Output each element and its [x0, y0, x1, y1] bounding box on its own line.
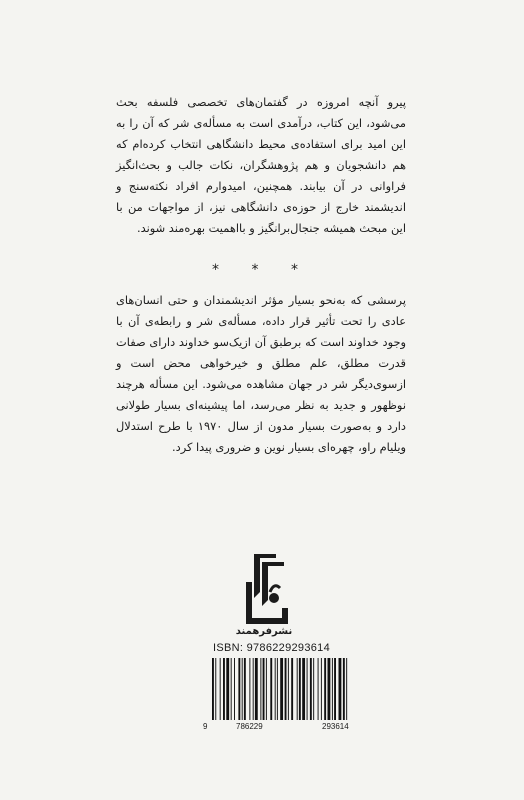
barcode-bar — [302, 658, 305, 720]
barcode — [208, 658, 404, 720]
barcode-bar — [328, 658, 331, 720]
barcode-bar — [324, 658, 326, 720]
barcode-bar — [223, 658, 225, 720]
barcode-bar — [249, 658, 250, 720]
barcode-bar — [244, 658, 246, 720]
barcode-bar — [299, 658, 301, 720]
barcode-bar — [242, 658, 243, 720]
intro-paragraph: پیرو آنچه امروزه در گفتمان‌های تخصصی فلسفه بحث می‌شود، این کتاب، درآمدی است به مسأله‌ی شر که آن را به این امید برای استفاده‌ی محیط دانشگاهی انتخاب کرده‌ام که هم دانشجویان و هم پژوهشگران، نکات جالب و بحث‌انگیز فراوانی در آن بیابند. همچنین، امیدوارم افراد نکته‌سنج و اندیشمند خارج از حوزه‌ی دانشگاهی نیز، از مواجهات من با این مبحث همیشه جنجال‌برانگیز و بااهمیت بهره‌مند شوند. — [116, 95, 406, 235]
barcode-bar — [260, 658, 261, 720]
barcode-bar — [334, 658, 336, 720]
barcode-bar — [275, 658, 276, 720]
barcode-bar — [280, 658, 283, 720]
barcode-bar — [215, 658, 216, 720]
publisher-name: نشرفرهمند — [235, 626, 293, 637]
barcode-digits-left: 786229 — [236, 722, 263, 731]
barcode-bar — [270, 658, 272, 720]
barcode-bar — [318, 658, 319, 720]
barcode-bar — [255, 658, 258, 720]
barcode-bar — [307, 658, 308, 720]
barcode-digit-prefix: 9 — [203, 722, 208, 731]
barcode-bar — [253, 658, 254, 720]
barcode-bar — [277, 658, 278, 720]
barcode-bar — [212, 658, 214, 720]
barcode-bar — [288, 658, 289, 720]
barcode-bar — [238, 658, 240, 720]
barcode-bar — [343, 658, 345, 720]
barcode-bar — [339, 658, 342, 720]
barcode-bar — [266, 658, 267, 720]
barcode-bar — [263, 658, 265, 720]
barcode-bar — [285, 658, 287, 720]
barcode-bar — [332, 658, 333, 720]
barcode-bar — [291, 658, 293, 720]
isbn-label: ISBN: 9786229293614 — [213, 642, 331, 654]
barcode-bar — [234, 658, 235, 720]
barcode-bar — [321, 658, 322, 720]
barcode-bar — [226, 658, 229, 720]
barcode-bar — [313, 658, 314, 720]
barcode-bar — [231, 658, 232, 720]
barcode-digits-right: 293614 — [322, 722, 349, 731]
barcode-bar — [220, 658, 221, 720]
barcode-bar — [310, 658, 312, 720]
blurb-paragraph: پرسشی که به‌نحو بسیار مؤثر اندیشمندان و حتی انسان‌های عادی را تحت تأثیر قرار داده، مسأله‌ی شر و رابطه‌ی آن با وجود خداوند است که برطبق آن ازیک‌سو خداوند دارای صفات قدرت مطلق، علم مطلق و خیرخواهی محض است و ازسوی‌دیگر شر در جهان مشاهده می‌شود. این مسأله هرچند نوظهور و جدید به نظر می‌رسد، اما پیشینه‌ای بسیار طولانی دارد و به‌صورت بسیار مدون از سال ۱۹۷۰ با طرح استدلال ویلیام راو، چهره‌ای بسیار نوین و ضروری پیدا کرد. — [116, 293, 406, 454]
section-separator: * * * — [212, 262, 312, 278]
barcode-bar — [346, 658, 347, 720]
publisher-book-logo-icon — [236, 552, 292, 626]
barcode-bar — [297, 658, 298, 720]
